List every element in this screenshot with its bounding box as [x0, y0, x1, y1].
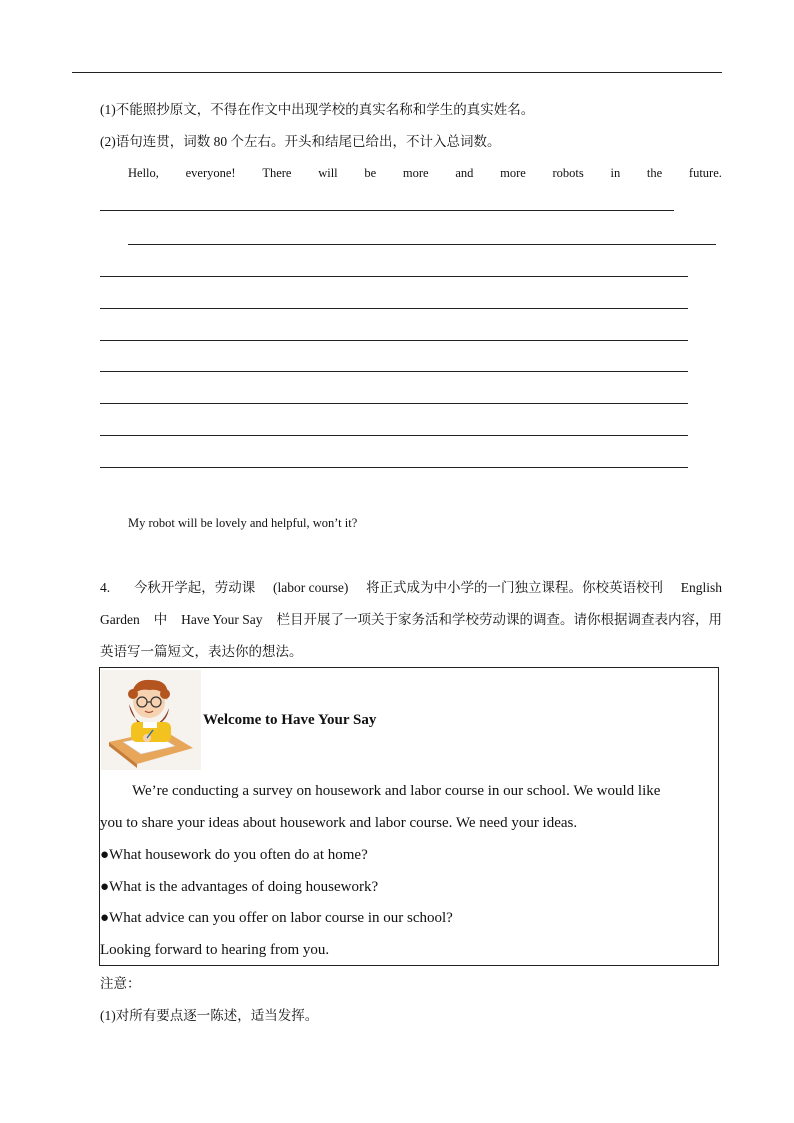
writing-line[interactable]: [100, 371, 688, 372]
note-item: (1)对所有要点逐一陈述，适当发挥。: [100, 1008, 319, 1023]
opening-word: future.: [688, 166, 722, 180]
student-writing-illustration: [101, 670, 201, 770]
opening-word: robots: [552, 166, 584, 180]
writing-line[interactable]: [100, 210, 674, 211]
opening-word: Hello,: [128, 166, 159, 180]
opening-word: more: [500, 166, 526, 180]
question-text: 今秋开学起，劳动课: [133, 580, 256, 595]
question-text: Garden: [100, 612, 140, 627]
survey-bullet: ●What is the advantages of doing housework?: [100, 879, 379, 895]
survey-title: Welcome to Have Your Say: [203, 712, 377, 728]
opening-word: There: [262, 166, 292, 180]
question-text: 中: [153, 612, 168, 627]
survey-bullet: ●What advice can you offer on labor course in our school?: [100, 910, 453, 926]
survey-intro-line-1: We’re conducting a survey on housework and labor course in our school. We would like: [132, 783, 661, 799]
question-text: English: [680, 580, 722, 595]
question-number: 4.: [100, 580, 111, 595]
opening-word: everyone!: [185, 166, 236, 180]
requirement-1: (1)不能照抄原文，不得在作文中出现学校的真实名称和学生的真实姓名。: [100, 102, 535, 117]
writing-line[interactable]: [100, 435, 688, 436]
closing-sentence: My robot will be lovely and helpful, won’t it?: [128, 516, 358, 530]
question-4-line-2: [100, 611, 722, 629]
writing-line[interactable]: [100, 340, 688, 341]
writing-line[interactable]: [100, 276, 688, 277]
opening-sentence: [128, 166, 722, 181]
opening-word: be: [364, 166, 377, 180]
writing-line[interactable]: [100, 467, 688, 468]
survey-closing: Looking forward to hearing from you.: [100, 942, 330, 958]
opening-word: and: [455, 166, 474, 180]
question-text: 栏目开展了一项关于家务活和学校劳动课的调查。请你根据调查表内容，用: [276, 612, 722, 627]
survey-intro-line-2: you to share your ideas about housework and labor course. We need your ideas.: [100, 815, 578, 831]
writing-line[interactable]: [128, 244, 716, 245]
requirement-2: (2)语句连贯，词数 80 个左右。开头和结尾已给出，不计入总词数。: [100, 134, 501, 149]
notes-label: 注意：: [100, 976, 141, 991]
question-4-line-3: 英语写一篇短文，表达你的想法。: [100, 644, 303, 659]
opening-word: in: [610, 166, 621, 180]
survey-bullet: ●What housework do you often do at home?: [100, 847, 368, 863]
question-text: 将正式成为中小学的一门独立课程。你校英语校刊: [366, 580, 664, 595]
opening-word: more: [402, 166, 429, 180]
opening-word: will: [318, 166, 338, 180]
question-text: (labor course): [273, 580, 349, 595]
question-text: Have Your Say: [181, 612, 263, 627]
header-rule: [72, 72, 722, 73]
writing-line[interactable]: [100, 308, 688, 309]
writing-line[interactable]: [100, 403, 688, 404]
opening-word: the: [646, 166, 663, 180]
question-4-line-1: [100, 579, 722, 597]
